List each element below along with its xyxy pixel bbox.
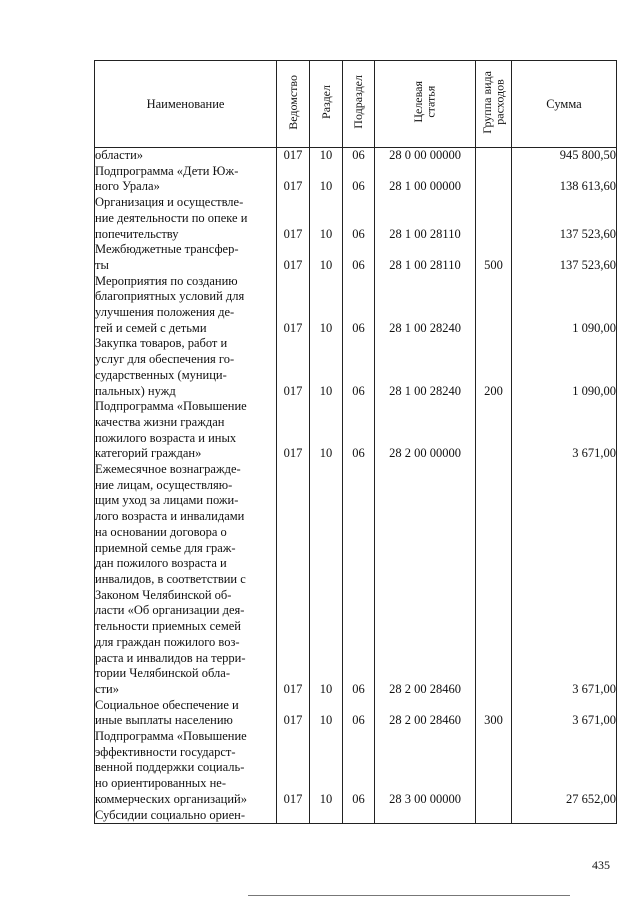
table-row [95,729,617,808]
header-celevaya-statya [375,61,476,148]
cell-statya-text: 28 1 00 28240 [389,383,461,398]
cell-podrazdel [343,164,375,195]
cell-name-text: Мероприятия по созданию благоприятных условий для улучшения положения де- тей и семей с детьми [95,273,245,335]
cell-statya [375,698,476,729]
cell-statya-text: 28 1 00 00000 [389,179,461,194]
bottom-rule [248,895,570,896]
cell-summa [512,399,617,462]
table-row [95,698,617,729]
header-summa [512,61,617,148]
table-row [95,274,617,337]
header-vedomstvo-label: Ведомство [285,74,300,130]
cell-razdel-text: 10 [319,713,333,728]
table-row [95,462,617,698]
cell-summa-text: 1 090,00 [572,320,616,335]
cell-name [95,698,277,729]
cell-gruppa [476,808,512,824]
cell-vedomstvo-text: 017 [283,791,303,806]
cell-name-text: Социальное обеспечение и иные выплаты населению [95,697,239,728]
cell-podrazdel-text: 06 [352,713,365,728]
cell-podrazdel-text: 06 [352,179,365,194]
cell-razdel-text: 10 [319,681,333,696]
cell-vedomstvo [277,274,310,337]
cell-vedomstvo [277,148,310,164]
cell-vedomstvo-text: 017 [283,148,303,162]
cell-summa-text: 3 671,00 [572,681,616,696]
cell-podrazdel-text: 06 [352,446,365,461]
cell-vedomstvo-text: 017 [283,446,303,461]
cell-name-text: Подпрограмма «Повышение качества жизни граждан пожилого возраста и иных категорий граждан» [95,399,247,461]
page-number: 435 [592,858,610,872]
cell-statya-text: 28 3 00 00000 [389,791,461,806]
cell-podrazdel-text: 06 [352,681,365,696]
cell-gruppa [476,336,512,399]
cell-gruppa [476,399,512,462]
cell-podrazdel [343,274,375,337]
cell-statya-text: 28 2 00 28460 [389,681,461,696]
cell-summa [512,462,617,698]
header-razdel-label: Раздел [318,85,333,119]
cell-razdel-text: 10 [319,148,333,162]
cell-razdel [310,195,343,242]
cell-name [95,336,277,399]
cell-razdel-text: 10 [319,446,333,461]
table-row [95,336,617,399]
cell-gruppa [476,148,512,164]
cell-razdel [310,164,343,195]
cell-name [95,729,277,808]
cell-podrazdel [343,242,375,273]
cell-gruppa [476,164,512,195]
cell-statya [375,274,476,337]
cell-name [95,164,277,195]
cell-podrazdel-text: 06 [352,257,365,272]
cell-gruppa [476,462,512,698]
budget-table [94,60,617,824]
cell-vedomstvo [277,399,310,462]
cell-podrazdel [343,462,375,698]
header-name [95,61,277,148]
cell-podrazdel [343,698,375,729]
cell-statya-text: 28 1 00 28240 [389,320,461,335]
cell-vedomstvo [277,462,310,698]
cell-podrazdel-text: 06 [352,383,365,398]
cell-name [95,462,277,698]
cell-vedomstvo [277,164,310,195]
cell-podrazdel [343,195,375,242]
cell-summa [512,729,617,808]
table-row [95,399,617,462]
cell-podrazdel [343,336,375,399]
cell-vedomstvo [277,242,310,273]
cell-statya-text: 28 2 00 28460 [389,713,461,728]
cell-name [95,808,277,824]
cell-vedomstvo-text: 017 [283,320,303,335]
cell-razdel [310,462,343,698]
header-summa-label: Сумма [546,96,582,111]
cell-name [95,399,277,462]
cell-vedomstvo-text: 017 [283,681,303,696]
header-podrazdel [343,61,375,148]
cell-summa [512,195,617,242]
cell-summa-text: 1 090,00 [572,383,616,398]
table-row [95,808,617,824]
cell-name-text: Межбюджетные трансфер- ты [95,242,239,272]
cell-summa-text: 3 671,00 [572,446,616,461]
cell-razdel [310,399,343,462]
cell-vedomstvo-text: 017 [283,226,303,241]
cell-razdel [310,729,343,808]
cell-podrazdel-text: 06 [352,148,365,162]
cell-statya-text: 28 0 00 00000 [389,148,461,162]
cell-statya [375,242,476,273]
cell-vedomstvo-text: 017 [283,713,303,728]
header-name-label: Наименование [146,96,225,111]
table-row [95,164,617,195]
cell-statya [375,336,476,399]
cell-razdel [310,274,343,337]
cell-summa-text: 137 523,60 [559,257,616,272]
cell-vedomstvo [277,336,310,399]
header-gruppa-label: Группа вида расходов [479,70,507,134]
cell-gruppa [476,729,512,808]
cell-statya [375,462,476,698]
cell-gruppa [476,242,512,273]
header-podrazdel-label: Подраздел [351,75,366,129]
cell-summa [512,808,617,824]
cell-name [95,242,277,273]
cell-razdel [310,698,343,729]
cell-summa-text: 137 523,60 [559,226,616,241]
table-row [95,195,617,242]
cell-podrazdel-text: 06 [352,320,365,335]
cell-summa [512,164,617,195]
cell-name-text: Закупка товаров, работ и услуг для обеспечения го- сударственных (муници- пальных) нужд [95,336,235,398]
cell-razdel-text: 10 [319,179,333,194]
cell-statya [375,399,476,462]
cell-statya [375,164,476,195]
table-row [95,148,617,164]
cell-statya [375,148,476,164]
cell-vedomstvo-text: 017 [283,257,303,272]
cell-razdel-text: 10 [319,226,333,241]
cell-vedomstvo-text: 017 [283,383,303,398]
cell-name-text: Организация и осуществле- ние деятельности по опеке и попечительству [95,195,248,241]
cell-podrazdel [343,808,375,824]
cell-name [95,274,277,337]
cell-podrazdel [343,399,375,462]
cell-statya-text: 28 1 00 28110 [389,257,461,272]
cell-summa-text: 27 652,00 [566,791,616,806]
cell-summa [512,274,617,337]
cell-statya-text: 28 1 00 28110 [389,226,461,241]
header-celevaya-label: Целевая статья [411,81,438,123]
cell-razdel-text: 10 [319,320,333,335]
cell-name-text: Подпрограмма «Дети Юж- ного Урала» [95,163,239,194]
cell-gruppa-text: 500 [484,257,503,272]
header-gruppa [476,61,512,148]
cell-razdel [310,148,343,164]
cell-podrazdel-text: 06 [352,791,365,806]
cell-gruppa-text: 300 [484,713,503,728]
cell-razdel-text: 10 [319,383,333,398]
cell-summa [512,242,617,273]
cell-razdel-text: 10 [319,791,333,806]
cell-gruppa-text: 200 [484,383,503,398]
cell-statya-text: 28 2 00 00000 [389,446,461,461]
cell-name [95,195,277,242]
cell-summa [512,698,617,729]
cell-name-text: Субсидии социально ориен- [95,807,245,822]
table-header-row [95,61,617,148]
cell-summa [512,148,617,164]
cell-name-text: Ежемесячное вознагражде- ние лицам, осуществляю- щим уход за лицами пожи- лого возраста и инвалидами на основании договора о приемной семье для граж- дан пожилого возраста и инвалидов, в соответствии с Законом Челябинской об- ласти «Об организации дея- тельности приемных семей для граждан пожилого воз- раста и инвалидов на терри- тории Челябинской обла- сти» [95,462,246,696]
cell-razdel [310,336,343,399]
cell-gruppa [476,195,512,242]
cell-summa-text: 3 671,00 [572,713,616,728]
cell-gruppa [476,698,512,729]
cell-statya [375,195,476,242]
cell-razdel [310,808,343,824]
cell-podrazdel-text: 06 [352,226,365,241]
cell-gruppa [476,274,512,337]
cell-summa-text: 138 613,60 [559,179,616,194]
header-razdel [310,61,343,148]
cell-vedomstvo [277,729,310,808]
cell-vedomstvo [277,195,310,242]
cell-name [95,148,277,164]
table-row [95,242,617,273]
cell-name-text: Подпрограмма «Повышение эффективности государст- венной поддержки социаль- но ориентированных не- коммерческих организаций» [95,729,247,806]
cell-statya [375,729,476,808]
cell-summa-text: 945 800,50 [559,148,616,162]
cell-razdel [310,242,343,273]
cell-razdel-text: 10 [319,257,333,272]
cell-statya [375,808,476,824]
cell-podrazdel [343,729,375,808]
cell-podrazdel [343,148,375,164]
cell-vedomstvo-text: 017 [283,179,303,194]
header-vedomstvo [277,61,310,148]
cell-name-text: области» [95,148,144,162]
cell-vedomstvo [277,808,310,824]
cell-summa [512,336,617,399]
cell-vedomstvo [277,698,310,729]
